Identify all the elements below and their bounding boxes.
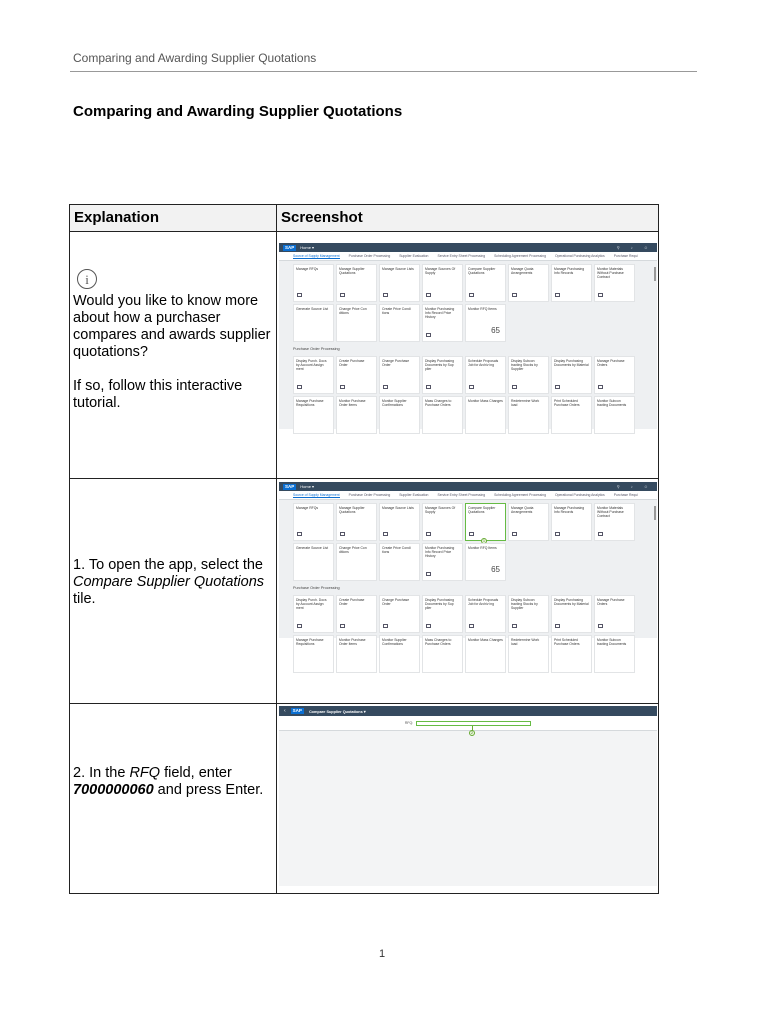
column-header-screenshot: Screenshot [277, 205, 659, 232]
screenshot-cell [277, 232, 659, 479]
tile[interactable]: Manage Purchasing Info Records [551, 264, 592, 302]
tile[interactable]: Display Purchasing Documents by Sup plier [422, 356, 463, 394]
tile[interactable]: Create Purchase Order [336, 356, 377, 394]
scrollbar[interactable] [654, 506, 656, 520]
sap-tab-bar [279, 491, 657, 500]
explanation-cell [70, 704, 277, 894]
filter-bar [279, 716, 657, 735]
screenshot-cell [277, 704, 659, 894]
tile[interactable]: Monitor Mass Changes [465, 396, 506, 434]
tile[interactable]: Monitor Subcon tracting Documents [594, 396, 635, 434]
tile[interactable]: Monitor Purchasing Info Record Price History [422, 543, 463, 581]
home-menu[interactable]: Home ▾ [300, 484, 315, 489]
tile[interactable]: Manage Quota Arrangements [508, 264, 549, 302]
tile[interactable]: Display Purch. Docs by Account Assign ment [293, 595, 334, 633]
tile[interactable]: Mass Changes to Purchase Orders [422, 396, 463, 434]
tile[interactable]: Print Scheduled Purchase Orders [551, 396, 592, 434]
info-icon: i [77, 269, 97, 289]
tile[interactable]: Mass Changes to Purchase Orders [422, 635, 463, 673]
table-row [70, 479, 659, 704]
tile[interactable]: Change Price Con ditions [336, 543, 377, 581]
tile[interactable]: Monitor Purchase Order Items [336, 635, 377, 673]
scrollbar[interactable] [654, 267, 656, 281]
tile[interactable]: Change Purchase Order [379, 595, 420, 633]
column-header-explanation: Explanation [70, 205, 277, 232]
rfq-input[interactable] [416, 721, 531, 726]
intro-question: Would you like to know more about how a purchaser compares and awards supplier quotations? [73, 293, 271, 360]
screenshot-cell [277, 479, 659, 704]
tile-grid-1 [279, 261, 657, 345]
tile[interactable]: Manage Source Lists [379, 503, 420, 541]
explanation-cell [70, 232, 277, 479]
table-row [70, 232, 659, 479]
tab-supplier-evaluation[interactable]: Supplier Evaluation [399, 254, 429, 258]
tile-grid-2 [279, 592, 657, 676]
tile[interactable]: Manage Purchase Orders [594, 595, 635, 633]
tab-source-of-supply[interactable]: Source of Supply Management [293, 492, 340, 497]
sap-launchpad-screenshot [279, 243, 657, 429]
tile[interactable]: Change Purchase Order [379, 356, 420, 394]
tile[interactable]: Create Purchase Order [336, 595, 377, 633]
tile[interactable]: Display Purchasing Documents by Material [551, 595, 592, 633]
tile[interactable]: Display Purch. Docs by Account Assign ment [293, 356, 334, 394]
tile[interactable]: Redetermine Work load [508, 635, 549, 673]
step-marker: 2 [469, 730, 475, 736]
rfq-label: RFQ: [404, 721, 414, 725]
tab-source-of-supply[interactable]: Source of Supply Management [293, 253, 340, 258]
tile[interactable]: Change Price Con ditions [336, 304, 377, 342]
tile[interactable]: Display Subcon tracting Stocks by Supplier [508, 356, 549, 394]
tile[interactable]: Generate Source List [293, 543, 334, 581]
tab-purchase-order[interactable]: Purchase Order Processing [348, 254, 391, 258]
tile[interactable]: Manage Purchase Requisitions [293, 635, 334, 673]
sap-shell-bar [279, 243, 657, 252]
tile[interactable]: Monitor Materials Without Purchase Contract [594, 503, 635, 541]
sap-compare-quotations-screenshot [279, 706, 657, 886]
sap-logo: SAP [292, 708, 302, 713]
tile-grid-2 [279, 353, 657, 437]
tile[interactable]: Monitor RFQ Items 65 [465, 543, 506, 581]
tile-compare-supplier-quotations-highlighted[interactable]: Compare Supplier Quotations 1 [465, 503, 506, 541]
home-menu[interactable]: Home ▾ [300, 245, 315, 250]
tile[interactable]: Manage Sources Of Supply [422, 264, 463, 302]
table-row [70, 704, 659, 894]
tile[interactable]: Manage Purchase Orders [594, 356, 635, 394]
step-marker: 1 [481, 538, 487, 544]
sap-tab-bar [279, 252, 657, 261]
section-title: Purchase Order Processing [293, 347, 340, 351]
tab-purchase-order[interactable]: Purchase Order Processing [348, 493, 391, 497]
tile[interactable]: Create Price Condi tions [379, 304, 420, 342]
tile[interactable]: Monitor Purchasing Info Record Price History [422, 304, 463, 342]
intro-instruction: If so, follow this interactive tutorial. [73, 378, 243, 411]
sap-logo: SAP [285, 483, 295, 489]
tile[interactable]: Display Purchasing Documents by Sup plier [422, 595, 463, 633]
step-2-text: 2. In the RFQ field, enter 7000000060 and press Enter. [73, 765, 264, 798]
tile[interactable]: Manage Supplier Quotations [336, 264, 377, 302]
tutorial-table [69, 204, 659, 894]
running-header: Comparing and Awarding Supplier Quotations [73, 51, 317, 65]
tab-service-entry[interactable]: Service Entry Sheet Processing [437, 493, 486, 497]
tile[interactable]: Manage Purchasing Info Records [551, 503, 592, 541]
shell-icons: ⚲ ♪ ☺ [616, 245, 653, 250]
tile[interactable]: Manage Supplier Quotations [336, 503, 377, 541]
tile[interactable]: Monitor Subcon tracting Documents [594, 635, 635, 673]
page-number: 1 [379, 948, 386, 960]
tile[interactable]: Monitor Supplier Confirmations [379, 396, 420, 434]
tile[interactable]: Monitor Mass Changes [465, 635, 506, 673]
tile[interactable]: Display Subcon tracting Stocks by Supplier [508, 595, 549, 633]
tile[interactable]: Create Price Condi tions [379, 543, 420, 581]
tile[interactable]: Monitor Purchase Order Items [336, 396, 377, 434]
header-rule [70, 71, 697, 72]
back-icon[interactable]: ‹ [284, 708, 286, 714]
step-1-text: 1. To open the app, select the Compare Supplier Quotations tile. [73, 557, 265, 607]
sap-shell-bar [279, 706, 657, 716]
explanation-cell [70, 479, 277, 704]
tile-grid-1 [279, 500, 657, 584]
tile[interactable]: Generate Source List [293, 304, 334, 342]
tile[interactable]: Monitor Materials Without Purchase Contract [594, 264, 635, 302]
app-title[interactable]: Compare Supplier Quotations ▾ [308, 709, 366, 714]
tile[interactable]: Manage Sources Of Supply [422, 503, 463, 541]
tab-service-entry[interactable]: Service Entry Sheet Processing [437, 254, 486, 258]
tab-supplier-evaluation[interactable]: Supplier Evaluation [399, 493, 429, 497]
tile[interactable]: Schedule Proposals Job for Archiv ing [465, 595, 506, 633]
sap-logo: SAP [285, 244, 295, 250]
tile[interactable]: Monitor RFQ Items 65 [465, 304, 506, 342]
tile[interactable]: Manage Source Lists [379, 264, 420, 302]
sap-launchpad-screenshot [279, 482, 657, 646]
tab-analytics[interactable]: Operational Purchasing Analytics [554, 493, 605, 497]
tile[interactable]: Manage Quota Arrangements [508, 503, 549, 541]
tab-scheduling[interactable]: Scheduling Agreement Processing [494, 493, 546, 497]
tile[interactable]: Monitor Supplier Confirmations [379, 635, 420, 673]
tab-analytics[interactable]: Operational Purchasing Analytics [554, 254, 605, 258]
tab-purchase-requi[interactable]: Purchase Requi [613, 493, 638, 497]
sap-shell-bar [279, 482, 657, 491]
shell-icons: ⚲ ♪ ☺ [616, 484, 653, 489]
section-title: Purchase Order Processing [293, 586, 340, 590]
document-title: Comparing and Awarding Supplier Quotations [73, 103, 403, 120]
tile[interactable]: Display Purchasing Documents by Material [551, 356, 592, 394]
tab-purchase-requi[interactable]: Purchase Requi [613, 254, 638, 258]
tile[interactable]: Manage RFQs [293, 503, 334, 541]
tab-scheduling[interactable]: Scheduling Agreement Processing [494, 254, 546, 258]
tile[interactable]: Manage RFQs [293, 264, 334, 302]
tile[interactable]: Manage Purchase Requisitions [293, 396, 334, 434]
tile[interactable]: Print Scheduled Purchase Orders [551, 635, 592, 673]
tile[interactable]: Redetermine Work load [508, 396, 549, 434]
tile-compare-supplier-quotations[interactable]: Compare Supplier Quotations [465, 264, 506, 302]
tile[interactable]: Schedule Proposals Job for Archiv ing [465, 356, 506, 394]
